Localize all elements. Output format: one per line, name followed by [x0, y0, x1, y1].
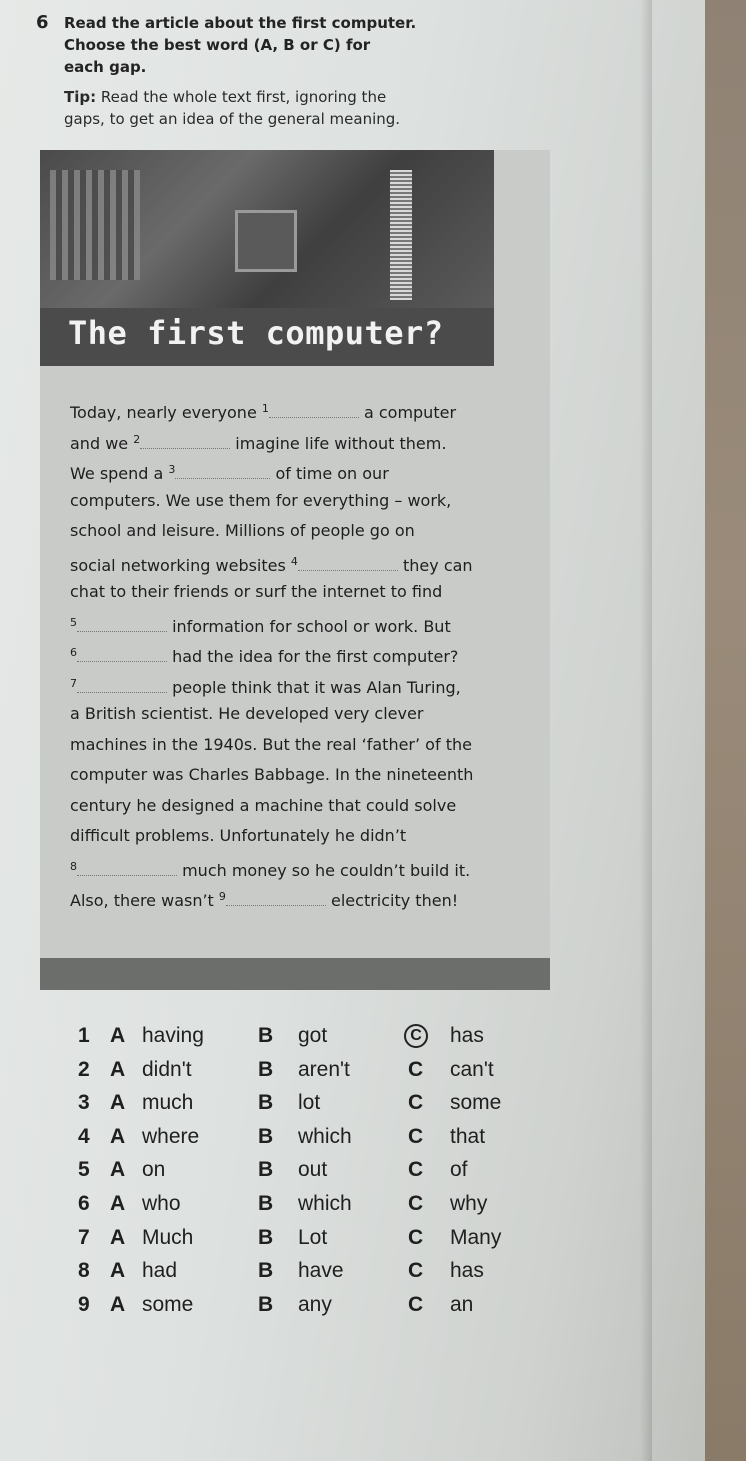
article-text: social networking websites — [70, 555, 291, 575]
option-letter-c[interactable]: C — [408, 1259, 424, 1283]
answer-gap[interactable] — [77, 648, 167, 662]
option-row — [78, 1125, 548, 1159]
option-letter-b[interactable]: B — [258, 1158, 274, 1182]
article-bottom-band — [40, 958, 550, 990]
option-word-b[interactable]: have — [298, 1259, 344, 1283]
answer-options — [78, 1024, 548, 1326]
article-line — [70, 608, 510, 639]
option-letter-c[interactable]: C — [408, 1292, 424, 1316]
article-text: much money so he couldn’t build it. — [177, 860, 471, 880]
option-word-a[interactable]: much — [142, 1091, 194, 1115]
circled-answer: C — [404, 1024, 428, 1048]
answer-gap[interactable] — [226, 892, 326, 906]
exercise-tip — [64, 86, 484, 130]
article-text: machines in the 1940s. But the real ‘father’ of the — [70, 734, 472, 754]
exercise-number: 6 — [36, 12, 49, 33]
option-letter-b[interactable]: B — [258, 1024, 274, 1047]
option-word-a[interactable]: on — [142, 1158, 166, 1182]
option-word-c[interactable]: Many — [450, 1225, 502, 1249]
answer-gap[interactable] — [77, 618, 167, 632]
option-letter-b[interactable]: B — [258, 1225, 274, 1249]
option-letter-a[interactable]: A — [110, 1057, 126, 1081]
article-line — [70, 455, 510, 486]
option-row — [78, 1158, 548, 1192]
option-word-a[interactable]: had — [142, 1259, 178, 1283]
option-word-c[interactable]: why — [450, 1191, 488, 1215]
option-row — [78, 1293, 548, 1327]
option-word-c[interactable]: an — [450, 1292, 474, 1316]
article-text: We spend a — [70, 464, 169, 483]
option-letter-b[interactable]: B — [258, 1124, 274, 1148]
option-number: 4 — [78, 1124, 90, 1148]
article-line — [70, 669, 510, 700]
article-text: of time on our — [270, 464, 389, 483]
option-letter-c[interactable]: C — [408, 1124, 424, 1148]
option-word-b[interactable]: got — [298, 1024, 328, 1047]
option-letter-a[interactable]: A — [110, 1124, 126, 1148]
option-word-c[interactable]: of — [450, 1158, 468, 1182]
article-title: The first computer? — [68, 314, 444, 352]
option-letter-c[interactable]: C — [408, 1057, 424, 1081]
article-text: information for school or work. But — [167, 616, 451, 636]
answer-gap[interactable] — [298, 557, 398, 571]
option-word-a[interactable]: didn't — [142, 1057, 192, 1081]
article-text: school and leisure. Millions of people go on — [70, 521, 415, 540]
option-word-b[interactable]: aren't — [298, 1057, 350, 1081]
article-text: electricity then! — [325, 891, 459, 910]
option-row — [78, 1226, 548, 1260]
option-letter-c[interactable]: C — [408, 1091, 424, 1115]
gap-number: 1 — [261, 402, 269, 415]
option-word-a[interactable]: where — [142, 1124, 200, 1148]
exercise-instructions — [64, 12, 484, 78]
article-text: Today, nearly everyone — [70, 403, 262, 422]
option-letter-b[interactable]: B — [258, 1091, 274, 1115]
option-row — [78, 1091, 548, 1125]
instruction-line: Read the article about the first computer. — [64, 14, 417, 32]
option-letter-a[interactable]: A — [110, 1024, 126, 1047]
tip-text: gaps, to get an idea of the general meaning. — [64, 110, 401, 128]
option-word-c[interactable]: that — [450, 1124, 486, 1148]
option-word-b[interactable]: lot — [298, 1091, 321, 1115]
option-number: 7 — [78, 1225, 90, 1249]
article-box — [40, 150, 550, 990]
tip-label: Tip: — [64, 88, 97, 106]
option-row — [78, 1192, 548, 1226]
article-text: computers. We use them for everything – work, — [70, 490, 452, 510]
instruction-line: each gap. — [64, 58, 147, 76]
option-number: 5 — [78, 1158, 90, 1182]
article-text: had the idea for the first computer? — [167, 647, 459, 666]
article-line — [70, 516, 510, 547]
gap-number: 7 — [70, 676, 77, 690]
article-line — [70, 425, 510, 456]
option-number: 3 — [78, 1091, 90, 1115]
option-letter-a[interactable]: A — [110, 1259, 126, 1283]
option-word-c[interactable]: has — [450, 1024, 484, 1047]
option-word-a[interactable]: having — [142, 1024, 204, 1047]
option-letter-b[interactable]: B — [258, 1292, 274, 1316]
article-line — [70, 730, 510, 761]
option-number: 8 — [78, 1259, 90, 1283]
option-word-a[interactable]: who — [142, 1191, 181, 1215]
article-line — [70, 852, 510, 883]
option-letter-a[interactable]: A — [110, 1191, 126, 1215]
option-word-c[interactable]: has — [450, 1259, 484, 1283]
article-text: imagine life without them. — [230, 433, 447, 453]
page-edge — [640, 0, 652, 1461]
article-line — [70, 638, 510, 669]
option-letter-a[interactable]: A — [110, 1158, 126, 1182]
article-text: Also, there wasn’t — [70, 891, 219, 910]
article-text: a British scientist. He developed very clever — [70, 704, 424, 723]
option-letter-a[interactable]: A — [110, 1292, 126, 1316]
option-letter-c[interactable]: C — [408, 1158, 424, 1182]
article-line — [70, 547, 510, 578]
answer-gap[interactable] — [77, 862, 177, 876]
option-row — [78, 1024, 548, 1058]
article-line — [70, 821, 510, 852]
article-text: and we — [70, 433, 134, 453]
option-row — [78, 1259, 548, 1293]
option-word-a[interactable]: some — [142, 1292, 194, 1316]
article-line — [70, 577, 510, 608]
article-line — [70, 394, 510, 425]
gap-number: 5 — [70, 615, 77, 629]
option-letter-b[interactable]: B — [258, 1259, 274, 1283]
article-text: century he designed a machine that could solve — [70, 795, 457, 815]
article-line — [70, 486, 510, 517]
article-line — [70, 791, 510, 822]
article-text: they can — [397, 555, 473, 575]
option-letter-b[interactable]: B — [258, 1057, 274, 1081]
gap-number: 9 — [218, 890, 226, 903]
option-word-c[interactable]: can't — [450, 1057, 494, 1081]
option-number: 2 — [78, 1057, 90, 1081]
gap-number: 2 — [133, 432, 141, 446]
option-number: 6 — [78, 1191, 90, 1215]
option-letter-a[interactable]: A — [110, 1225, 126, 1249]
article-text: chat to their friends or surf the internet to find — [70, 582, 443, 601]
article-line — [70, 882, 510, 913]
option-word-b[interactable]: out — [298, 1158, 328, 1182]
article-text: a computer — [358, 403, 457, 422]
answer-gap[interactable] — [140, 435, 230, 449]
option-word-c[interactable]: some — [450, 1091, 502, 1115]
gap-number: 6 — [70, 646, 77, 659]
option-letter-a[interactable]: A — [110, 1091, 126, 1115]
article-line — [70, 699, 510, 730]
option-number: 9 — [78, 1292, 90, 1316]
tip-text: Read the whole text first, ignoring the — [96, 88, 387, 106]
answer-gap[interactable] — [269, 404, 359, 418]
article-text: computer was Charles Babbage. In the nineteenth — [70, 765, 474, 784]
gap-number: 3 — [168, 463, 176, 476]
article-line — [70, 760, 510, 791]
motherboard-photo — [40, 150, 494, 310]
article-text: people think that it was Alan Turing, — [167, 677, 461, 697]
gap-number: 4 — [290, 554, 298, 568]
option-word-b[interactable]: which — [298, 1191, 352, 1215]
answer-gap[interactable] — [77, 679, 167, 693]
option-word-a[interactable]: Much — [142, 1225, 194, 1249]
processor-chip — [235, 210, 297, 272]
option-word-b[interactable]: Lot — [298, 1225, 328, 1249]
option-row — [78, 1058, 548, 1092]
option-letter-b[interactable]: B — [258, 1191, 274, 1215]
answer-gap[interactable] — [175, 465, 270, 479]
article-text: difficult problems. Unfortunately he didn’t — [70, 826, 407, 845]
gap-number: 8 — [70, 859, 77, 873]
option-word-b[interactable]: any — [298, 1292, 332, 1316]
board-components — [50, 170, 140, 280]
option-letter-c[interactable]: C — [408, 1225, 424, 1249]
option-number: 1 — [78, 1024, 90, 1047]
instruction-line: Choose the best word (A, B or C) for — [64, 36, 371, 54]
memory-slot — [390, 170, 412, 300]
option-word-b[interactable]: which — [298, 1124, 352, 1148]
article-body — [70, 394, 510, 913]
option-letter-c[interactable]: C — [408, 1191, 424, 1215]
